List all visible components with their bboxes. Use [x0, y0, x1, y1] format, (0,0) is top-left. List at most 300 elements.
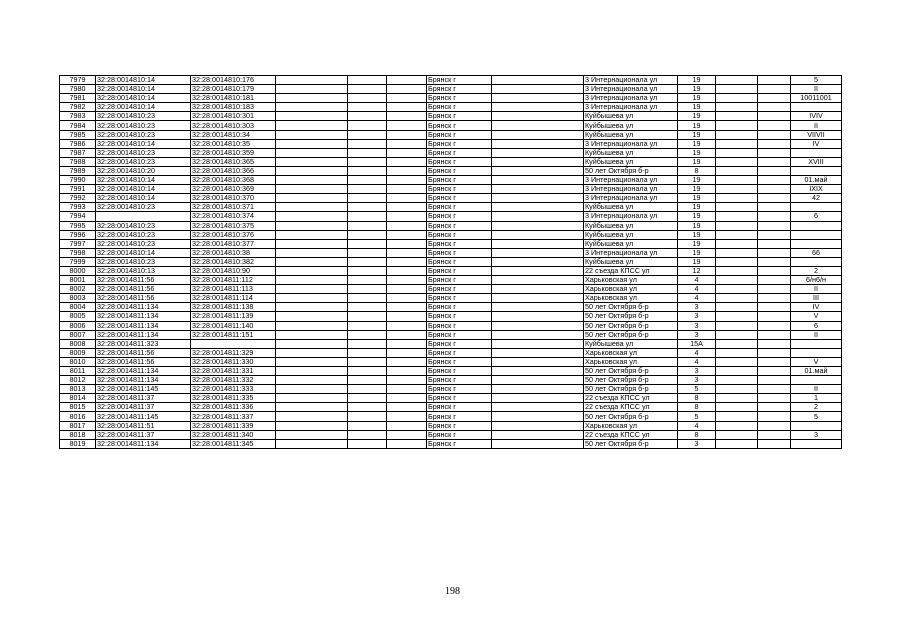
cell-parcel-number: 32:28:0014810:23	[96, 257, 191, 266]
cell-row-number: 8009	[60, 348, 96, 357]
cell-column-6	[387, 367, 427, 376]
cell-house-number: 5	[678, 385, 716, 394]
table-row	[60, 103, 842, 112]
cell-row-number: 7981	[60, 94, 96, 103]
cell-object-number: 32:28:0014811:138	[191, 303, 276, 312]
cell-column-11	[716, 166, 758, 175]
cell-column-4	[276, 357, 348, 366]
cell-parcel-number: 32:28:0014810:14	[96, 139, 191, 148]
cell-parcel-number: 32:28:0014810:14	[96, 85, 191, 94]
cell-column-8	[492, 385, 584, 394]
cell-column-12	[758, 221, 791, 230]
cell-row-number: 7979	[60, 76, 96, 85]
cell-street: Куйбышева ул	[584, 148, 678, 157]
cell-premises-number: II	[791, 385, 842, 394]
cell-premises-number	[791, 221, 842, 230]
cell-column-11	[716, 348, 758, 357]
cell-object-number: 32:28:0014810:374	[191, 212, 276, 221]
cell-city: Брянск г	[427, 294, 492, 303]
cell-city: Брянск г	[427, 376, 492, 385]
cell-city: Брянск г	[427, 230, 492, 239]
cell-street: 50 лет Октября б-р	[584, 439, 678, 448]
cell-object-number: 32:28:0014810:301	[191, 112, 276, 121]
cell-parcel-number: 32:28:0014810:23	[96, 157, 191, 166]
cell-parcel-number: 32:28:0014810:23	[96, 203, 191, 212]
cell-row-number: 7991	[60, 185, 96, 194]
cell-column-6	[387, 294, 427, 303]
cell-column-11	[716, 130, 758, 139]
cell-house-number: 5	[678, 412, 716, 421]
cell-column-12	[758, 294, 791, 303]
cell-column-5	[348, 276, 387, 285]
cell-object-number: 32:28:0014811:114	[191, 294, 276, 303]
cell-column-6	[387, 412, 427, 421]
cell-house-number: 15А	[678, 339, 716, 348]
cell-house-number: 12	[678, 266, 716, 275]
cell-premises-number: II	[791, 121, 842, 130]
cell-column-11	[716, 103, 758, 112]
cell-column-8	[492, 230, 584, 239]
cell-city: Брянск г	[427, 266, 492, 275]
cell-column-6	[387, 212, 427, 221]
cell-premises-number: 5	[791, 412, 842, 421]
cell-column-6	[387, 321, 427, 330]
cell-column-6	[387, 121, 427, 130]
cell-column-12	[758, 194, 791, 203]
cell-city: Брянск г	[427, 166, 492, 175]
cell-street: 22 съезда КПСС ул	[584, 266, 678, 275]
cell-column-11	[716, 357, 758, 366]
cell-object-number: 32:28:0014811:336	[191, 403, 276, 412]
cell-column-12	[758, 239, 791, 248]
cell-parcel-number: 32:28:0014810:14	[96, 194, 191, 203]
cell-column-12	[758, 276, 791, 285]
cell-column-6	[387, 139, 427, 148]
cell-street: 22 съезда КПСС ул	[584, 430, 678, 439]
cell-city: Брянск г	[427, 385, 492, 394]
table-row	[60, 212, 842, 221]
table-row	[60, 221, 842, 230]
cell-column-12	[758, 394, 791, 403]
cell-parcel-number: 32:28:0014811:51	[96, 421, 191, 430]
cell-column-11	[716, 312, 758, 321]
cell-column-8	[492, 139, 584, 148]
table-row	[60, 394, 842, 403]
cell-column-4	[276, 348, 348, 357]
cell-house-number: 19	[678, 103, 716, 112]
registry-table	[59, 75, 842, 449]
cell-column-11	[716, 294, 758, 303]
cell-row-number: 7998	[60, 248, 96, 257]
cell-house-number: 4	[678, 357, 716, 366]
cell-street: Харьковская ул	[584, 276, 678, 285]
cell-premises-number: XVIII	[791, 157, 842, 166]
cell-row-number: 8016	[60, 412, 96, 421]
cell-street: Куйбышева ул	[584, 221, 678, 230]
cell-column-5	[348, 266, 387, 275]
cell-column-11	[716, 439, 758, 448]
cell-premises-number: 6/н6/н	[791, 276, 842, 285]
cell-column-5	[348, 176, 387, 185]
cell-column-6	[387, 385, 427, 394]
cell-premises-number: IV	[791, 303, 842, 312]
cell-street: 50 лет Октября б-р	[584, 166, 678, 175]
cell-premises-number	[791, 148, 842, 157]
cell-column-4	[276, 303, 348, 312]
cell-column-8	[492, 121, 584, 130]
cell-row-number: 7996	[60, 230, 96, 239]
cell-object-number: 32:28:0014810:377	[191, 239, 276, 248]
cell-column-8	[492, 266, 584, 275]
cell-column-6	[387, 230, 427, 239]
cell-street: Куйбышева ул	[584, 203, 678, 212]
cell-column-6	[387, 339, 427, 348]
cell-row-number: 7989	[60, 166, 96, 175]
cell-city: Брянск г	[427, 339, 492, 348]
cell-object-number: 32:28:0014811:113	[191, 285, 276, 294]
table-row	[60, 230, 842, 239]
cell-column-11	[716, 194, 758, 203]
cell-column-4	[276, 321, 348, 330]
cell-city: Брянск г	[427, 121, 492, 130]
cell-column-5	[348, 85, 387, 94]
cell-column-8	[492, 221, 584, 230]
cell-column-4	[276, 103, 348, 112]
cell-house-number: 19	[678, 221, 716, 230]
cell-row-number: 7994	[60, 212, 96, 221]
cell-column-11	[716, 230, 758, 239]
cell-column-8	[492, 285, 584, 294]
cell-object-number: 32:28:0014811:335	[191, 394, 276, 403]
cell-house-number: 19	[678, 203, 716, 212]
cell-column-12	[758, 121, 791, 130]
cell-row-number: 7980	[60, 85, 96, 94]
cell-house-number: 3	[678, 439, 716, 448]
cell-column-5	[348, 357, 387, 366]
cell-column-11	[716, 121, 758, 130]
cell-column-8	[492, 330, 584, 339]
cell-column-4	[276, 176, 348, 185]
cell-column-5	[348, 103, 387, 112]
cell-row-number: 8006	[60, 321, 96, 330]
cell-row-number: 7983	[60, 112, 96, 121]
cell-column-4	[276, 148, 348, 157]
cell-column-11	[716, 266, 758, 275]
cell-city: Брянск г	[427, 357, 492, 366]
table-row	[60, 439, 842, 448]
cell-column-8	[492, 430, 584, 439]
cell-column-4	[276, 248, 348, 257]
cell-column-4	[276, 312, 348, 321]
cell-object-number: 32:28:0014810:35	[191, 139, 276, 148]
cell-column-6	[387, 330, 427, 339]
cell-object-number: 32:28:0014811:330	[191, 357, 276, 366]
table-row	[60, 85, 842, 94]
cell-premises-number: II	[791, 285, 842, 294]
cell-column-8	[492, 348, 584, 357]
cell-row-number: 8008	[60, 339, 96, 348]
cell-parcel-number: 32:28:0014810:14	[96, 176, 191, 185]
cell-street: 50 лет Октября б-р	[584, 330, 678, 339]
cell-row-number: 8013	[60, 385, 96, 394]
cell-row-number: 8019	[60, 439, 96, 448]
cell-premises-number: 6	[791, 321, 842, 330]
cell-city: Брянск г	[427, 394, 492, 403]
cell-premises-number: II	[791, 330, 842, 339]
table-row	[60, 285, 842, 294]
cell-column-5	[348, 130, 387, 139]
table-row	[60, 276, 842, 285]
cell-parcel-number: 32:28:0014810:23	[96, 112, 191, 121]
cell-row-number: 7982	[60, 103, 96, 112]
cell-column-8	[492, 176, 584, 185]
cell-parcel-number: 32:28:0014810:20	[96, 166, 191, 175]
cell-column-4	[276, 430, 348, 439]
cell-parcel-number	[96, 212, 191, 221]
cell-parcel-number: 32:28:0014810:14	[96, 248, 191, 257]
cell-column-6	[387, 248, 427, 257]
cell-column-4	[276, 394, 348, 403]
cell-column-5	[348, 430, 387, 439]
cell-column-6	[387, 376, 427, 385]
cell-parcel-number: 32:28:0014811:134	[96, 330, 191, 339]
cell-premises-number	[791, 339, 842, 348]
cell-column-8	[492, 185, 584, 194]
cell-house-number: 19	[678, 112, 716, 121]
cell-row-number: 7985	[60, 130, 96, 139]
cell-column-5	[348, 339, 387, 348]
cell-column-12	[758, 130, 791, 139]
cell-city: Брянск г	[427, 176, 492, 185]
table-row	[60, 257, 842, 266]
cell-column-8	[492, 76, 584, 85]
cell-row-number: 7993	[60, 203, 96, 212]
cell-row-number: 8014	[60, 394, 96, 403]
cell-column-12	[758, 112, 791, 121]
cell-row-number: 8010	[60, 357, 96, 366]
cell-column-5	[348, 166, 387, 175]
cell-column-4	[276, 112, 348, 121]
cell-column-6	[387, 430, 427, 439]
cell-object-number: 32:28:0014810:90	[191, 266, 276, 275]
cell-column-11	[716, 330, 758, 339]
cell-premises-number: 10011001	[791, 94, 842, 103]
cell-column-5	[348, 367, 387, 376]
cell-premises-number	[791, 103, 842, 112]
cell-house-number: 19	[678, 85, 716, 94]
cell-object-number: 32:28:0014810:359	[191, 148, 276, 157]
cell-house-number: 3	[678, 376, 716, 385]
cell-column-4	[276, 185, 348, 194]
cell-object-number: 32:28:0014810:34	[191, 130, 276, 139]
cell-column-11	[716, 321, 758, 330]
cell-street: 3 Интернационала ул	[584, 176, 678, 185]
cell-premises-number: 2	[791, 403, 842, 412]
cell-column-5	[348, 139, 387, 148]
cell-row-number: 7999	[60, 257, 96, 266]
cell-column-11	[716, 285, 758, 294]
cell-house-number: 19	[678, 248, 716, 257]
cell-object-number: 32:28:0014810:371	[191, 203, 276, 212]
cell-object-number: 32:28:0014810:183	[191, 103, 276, 112]
cell-city: Брянск г	[427, 248, 492, 257]
cell-street: Куйбышева ул	[584, 339, 678, 348]
cell-street: 3 Интернационала ул	[584, 139, 678, 148]
cell-column-12	[758, 157, 791, 166]
cell-column-6	[387, 394, 427, 403]
cell-column-11	[716, 385, 758, 394]
cell-street: 50 лет Октября б-р	[584, 303, 678, 312]
cell-street: 3 Интернационала ул	[584, 212, 678, 221]
table-row	[60, 176, 842, 185]
cell-column-8	[492, 248, 584, 257]
cell-column-8	[492, 257, 584, 266]
cell-parcel-number: 32:28:0014810:13	[96, 266, 191, 275]
cell-house-number: 19	[678, 230, 716, 239]
cell-parcel-number: 32:28:0014811:134	[96, 367, 191, 376]
cell-object-number: 32:28:0014810:376	[191, 230, 276, 239]
cell-street: Куйбышева ул	[584, 112, 678, 121]
cell-column-5	[348, 376, 387, 385]
cell-object-number: 32:28:0014810:375	[191, 221, 276, 230]
cell-premises-number: IXIX	[791, 185, 842, 194]
cell-premises-number: 1	[791, 394, 842, 403]
cell-parcel-number: 32:28:0014811:56	[96, 357, 191, 366]
cell-column-4	[276, 285, 348, 294]
cell-row-number: 8017	[60, 421, 96, 430]
cell-column-11	[716, 367, 758, 376]
cell-city: Брянск г	[427, 303, 492, 312]
cell-premises-number	[791, 166, 842, 175]
cell-column-6	[387, 76, 427, 85]
cell-premises-number: III	[791, 294, 842, 303]
cell-street: 3 Интернационала ул	[584, 248, 678, 257]
cell-premises-number	[791, 203, 842, 212]
cell-premises-number: V	[791, 357, 842, 366]
table-row	[60, 321, 842, 330]
cell-column-12	[758, 339, 791, 348]
cell-object-number: 32:28:0014811:332	[191, 376, 276, 385]
cell-column-11	[716, 157, 758, 166]
cell-premises-number: II	[791, 85, 842, 94]
cell-column-11	[716, 221, 758, 230]
cell-column-5	[348, 230, 387, 239]
cell-house-number: 19	[678, 121, 716, 130]
cell-column-4	[276, 421, 348, 430]
table-row	[60, 266, 842, 275]
cell-premises-number: 66	[791, 248, 842, 257]
table-row	[60, 121, 842, 130]
cell-object-number: 32:28:0014811:333	[191, 385, 276, 394]
cell-column-4	[276, 76, 348, 85]
cell-premises-number	[791, 376, 842, 385]
cell-column-11	[716, 421, 758, 430]
cell-column-8	[492, 303, 584, 312]
cell-column-4	[276, 157, 348, 166]
cell-row-number: 8015	[60, 403, 96, 412]
cell-column-4	[276, 276, 348, 285]
cell-parcel-number: 32:28:0014811:134	[96, 439, 191, 448]
cell-city: Брянск г	[427, 239, 492, 248]
cell-column-11	[716, 303, 758, 312]
cell-column-5	[348, 385, 387, 394]
cell-house-number: 4	[678, 294, 716, 303]
cell-column-12	[758, 139, 791, 148]
cell-city: Брянск г	[427, 439, 492, 448]
table-row	[60, 148, 842, 157]
cell-object-number: 32:28:0014811:337	[191, 412, 276, 421]
cell-column-5	[348, 76, 387, 85]
cell-column-5	[348, 94, 387, 103]
cell-column-6	[387, 266, 427, 275]
cell-column-5	[348, 203, 387, 212]
cell-city: Брянск г	[427, 157, 492, 166]
cell-column-12	[758, 176, 791, 185]
cell-column-5	[348, 185, 387, 194]
cell-column-5	[348, 348, 387, 357]
cell-column-12	[758, 230, 791, 239]
cell-column-4	[276, 367, 348, 376]
cell-column-4	[276, 94, 348, 103]
cell-row-number: 8003	[60, 294, 96, 303]
cell-column-6	[387, 130, 427, 139]
cell-street: 3 Интернационала ул	[584, 76, 678, 85]
cell-column-12	[758, 285, 791, 294]
cell-column-5	[348, 321, 387, 330]
cell-house-number: 19	[678, 239, 716, 248]
cell-column-12	[758, 357, 791, 366]
cell-column-6	[387, 103, 427, 112]
table-row	[60, 194, 842, 203]
cell-column-8	[492, 166, 584, 175]
cell-house-number: 8	[678, 403, 716, 412]
cell-column-11	[716, 176, 758, 185]
cell-column-11	[716, 148, 758, 157]
cell-column-8	[492, 148, 584, 157]
cell-column-4	[276, 257, 348, 266]
registry-table-body	[60, 76, 842, 449]
cell-column-12	[758, 148, 791, 157]
cell-object-number: 32:28:0014811:151	[191, 330, 276, 339]
cell-column-4	[276, 385, 348, 394]
table-row	[60, 357, 842, 366]
cell-house-number: 19	[678, 194, 716, 203]
table-row	[60, 130, 842, 139]
cell-street: 50 лет Октября б-р	[584, 321, 678, 330]
cell-parcel-number: 32:28:0014811:37	[96, 394, 191, 403]
cell-row-number: 8000	[60, 266, 96, 275]
cell-column-4	[276, 230, 348, 239]
cell-column-5	[348, 294, 387, 303]
cell-object-number: 32:28:0014811:329	[191, 348, 276, 357]
cell-column-12	[758, 76, 791, 85]
cell-object-number	[191, 339, 276, 348]
cell-house-number: 19	[678, 257, 716, 266]
cell-column-6	[387, 185, 427, 194]
cell-parcel-number: 32:28:0014811:145	[96, 412, 191, 421]
table-row	[60, 239, 842, 248]
cell-object-number: 32:28:0014810:368	[191, 176, 276, 185]
cell-column-4	[276, 139, 348, 148]
cell-column-12	[758, 85, 791, 94]
cell-city: Брянск г	[427, 412, 492, 421]
cell-city: Брянск г	[427, 257, 492, 266]
cell-house-number: 4	[678, 276, 716, 285]
cell-street: 50 лет Октября б-р	[584, 312, 678, 321]
cell-parcel-number: 32:28:0014810:23	[96, 130, 191, 139]
cell-column-12	[758, 103, 791, 112]
cell-column-12	[758, 439, 791, 448]
